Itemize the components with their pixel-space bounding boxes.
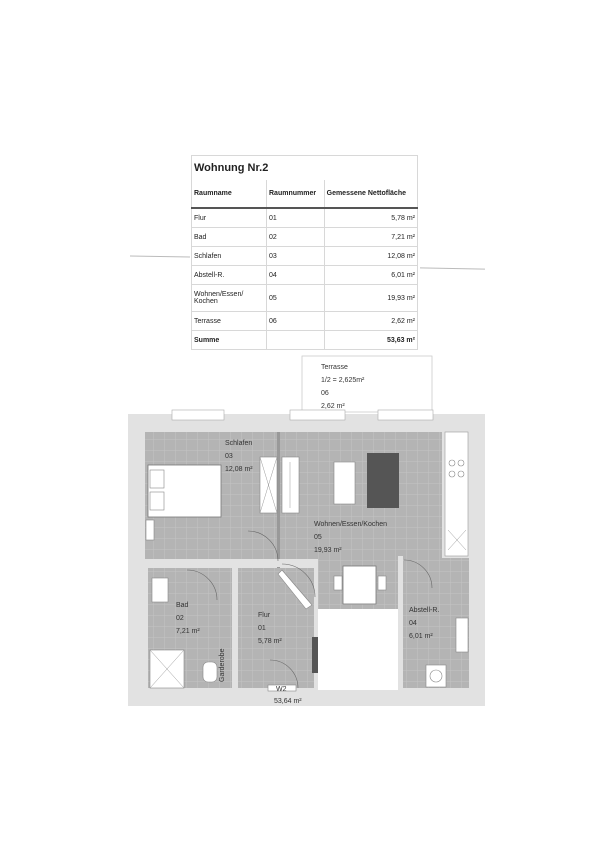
living-label	[314, 518, 387, 557]
room-area: 19,93 m²	[314, 547, 342, 554]
toilet	[203, 662, 217, 682]
cell-area: 5,78 m²	[324, 208, 417, 228]
cell-room-number: 04	[267, 266, 325, 285]
room-area: 6,01 m²	[409, 633, 433, 640]
cell-room-number: 02	[267, 228, 325, 247]
room-name: Wohnen/Essen/Kochen	[314, 521, 388, 528]
cell-room-name: Schlafen	[192, 247, 267, 266]
room-name: Bad	[176, 602, 189, 609]
room-name: Abstell-R.	[409, 607, 440, 614]
room-area: 2,62 m²	[321, 403, 345, 410]
cell-area: 19,93 m²	[324, 285, 417, 312]
cell-area: 12,08 m²	[324, 247, 417, 266]
room-area: 12,08 m²	[225, 466, 253, 473]
hall-label	[258, 609, 282, 648]
cell-room-number: 01	[267, 208, 325, 228]
header-room-number: Raumnummer	[267, 180, 325, 208]
apartment-area: 53,64 m²	[274, 698, 302, 705]
sum-label: Summe	[194, 336, 220, 344]
storage-label	[409, 604, 439, 643]
cell-area: 7,21 m²	[324, 228, 417, 247]
cell-room-number: 03	[267, 247, 325, 266]
coat-rack	[312, 637, 318, 673]
sofa	[367, 453, 399, 508]
room-name: Flur	[258, 612, 271, 619]
room-name: Terrasse	[321, 364, 348, 371]
garderobe-label: Garderobe	[219, 648, 226, 682]
desk	[334, 462, 355, 504]
room-number: 04	[409, 620, 417, 627]
room-number: 03	[225, 453, 233, 460]
bath-label	[176, 599, 200, 638]
header-net-area: Gemessene Nettofläche	[324, 180, 417, 208]
terrace-label	[321, 361, 364, 413]
room-number: 05	[314, 534, 322, 541]
cell-room-name: Abstell-R.	[192, 266, 267, 285]
room-number: 01	[258, 625, 266, 632]
room-number: 06	[321, 390, 329, 397]
cell-room-number: 05	[267, 285, 325, 312]
cell-room-name: Terrasse	[192, 312, 267, 331]
cell-room-name: Wohnen/Essen/ Kochen	[192, 285, 267, 312]
room-calc: 1/2 = 2,625m²	[321, 377, 365, 384]
table-title: Wohnung Nr.2	[194, 162, 269, 174]
sink	[152, 578, 168, 602]
cell-room-name: Flur	[192, 208, 267, 228]
dining-table	[343, 566, 376, 604]
room-area: 5,78 m²	[258, 638, 282, 645]
header-room-name: Raumname	[192, 180, 267, 208]
cell-room-name: Bad	[192, 228, 267, 247]
cell-area: 2,62 m²	[324, 312, 417, 331]
sum-area: 53,63 m²	[324, 331, 417, 350]
room-name: Schlafen	[225, 440, 253, 447]
kitchen-counter	[445, 432, 468, 556]
cell-room-number: 06	[267, 312, 325, 331]
room-area: 7,21 m²	[176, 628, 200, 635]
washing-machine	[426, 665, 446, 687]
cell-area: 6,01 m²	[324, 266, 417, 285]
bedroom-label	[225, 437, 253, 476]
room-number: 02	[176, 615, 184, 622]
apartment-code: W2	[276, 686, 287, 693]
